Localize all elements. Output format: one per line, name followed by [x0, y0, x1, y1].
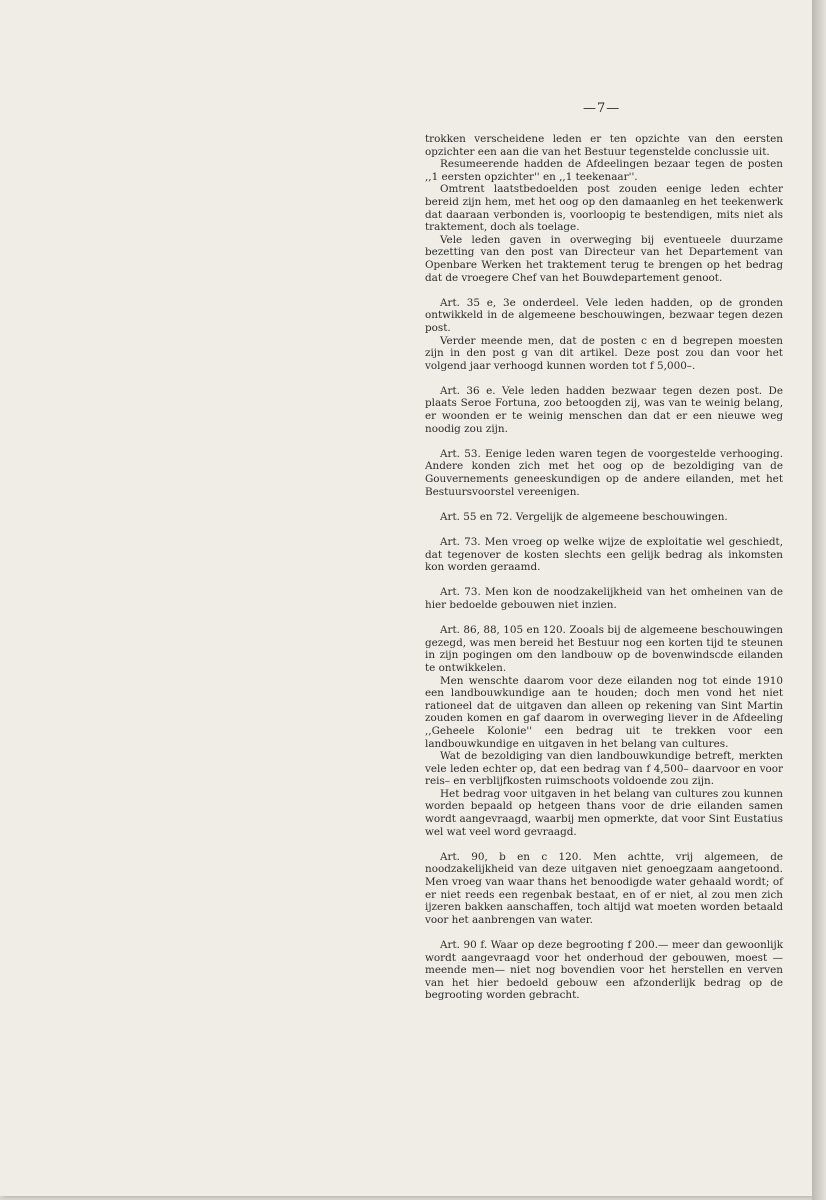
paragraph: Art. 90 f. Waar op deze begrooting f 200.— meer dan gewoonlijk wordt aangevraagd voor het onderhoud der gebouwen, moest —meende men— niet nog bovendien voor het herstellen en verven van het hier bedoeld gebouw een afzonderlijk bedrag op de begrooting worden gebracht. [425, 939, 783, 1002]
paragraph-gap [425, 926, 783, 939]
paragraph: Wat de bezoldiging van dien landbouwkundige betreft, merkten vele leden echter op, dat een bedrag van f 4,500– daarvoor en voor reis– en verblijfkosten ruimschoots voldoende zou zijn. [425, 750, 783, 788]
paragraph-gap [425, 523, 783, 536]
paragraph-gap [425, 574, 783, 587]
paragraph: Art. 86, 88, 105 en 120. Zooals bij de algemeene beschouwingen gezegd, was men bereid het Bestuur nog een korten tijd te steunen in zijn pogingen om den landbouw op de bovenwindscde eilanden te ontwikkelen. [425, 624, 783, 674]
paragraph: Art. 73. Men vroeg op welke wijze de exploitatie wel geschiedt, dat tegenover de kosten slechts een gelijk bedrag als inkomsten kon worden geraamd. [425, 536, 783, 574]
page-number: —7— [583, 101, 621, 116]
paragraph: Resumeerende hadden de Afdeelingen bezaar tegen de posten ,,1 eersten opzichter'' en ,,1 teekenaar''. [425, 158, 783, 183]
paragraph: Art. 90, b en c 120. Men achtte, vrij algemeen, de noodzakelijkheid van deze uitgaven niet genoegzaam aangetoond. Men vroeg van waar thans het benoodigde water gehaald wordt; of er niet reeds een regenbak bestaat, en of er niet, al zou men zich ijzeren bakken aanschaffen, toch altijd wat moeten worden betaald voor het aanbrengen van water. [425, 850, 783, 926]
paragraph-gap [425, 435, 783, 448]
paragraph: Men wenschte daarom voor deze eilanden nog tot einde 1910 een landbouwkundige aan te houden; doch men vond het niet rationeel dat de uitgaven dan alleen op rekening van Sint Martin zouden komen en gaf daarom in overweging liever in de Afdeeling ,,Geheele Kolonie'' een bedrag uit te trekken voor een landbouwkundige en uitgaven in het belang van cultures. [425, 674, 783, 750]
paragraph: Het bedrag voor uitgaven in het belang van cultures zou kunnen worden bepaald op hetgeen thans voor de drie eilanden samen wordt aangevraagd, waarbij men opmerkte, dat voor Sint Eustatius wel wat veel word gevraagd. [425, 787, 783, 838]
paragraph: Omtrent laatstbedoelden post zouden eenige leden echter bereid zijn hem, met het oog op den damaanleg en het teekenwerk dat daaraan verbonden is, voorloopig te bestendigen, mits niet als traktement, doch als toelage. [425, 183, 783, 234]
text-column [425, 133, 783, 1002]
paragraph: trokken verscheidene leden er ten opzichte van den eersten opzichter een aan die van het Bestuur tegenstelde conclussie uit. [425, 133, 783, 158]
paragraph: Art. 35 e, 3e onderdeel. Vele leden hadden, op de gronden ontwikkeld in de algemeene beschouwingen, bezwaar tegen dezen post. [425, 296, 783, 334]
paragraph: Art. 55 en 72. Vergelijk de algemeene beschouwingen. [440, 510, 728, 523]
paragraph: Art. 53. Eenige leden waren tegen de voorgestelde verhooging. Andere konden zich met het oog op de bezoldiging van de Gouvernements geneeskundigen op de andere eilanden, met het Bestuursvoorstel vereenigen. [425, 447, 783, 498]
paragraph: Art. 73. Men kon de noodzakelijkheid van het omheinen van de hier bedoelde gebouwen niet inzien. [425, 586, 783, 611]
paragraph-gap [425, 612, 783, 625]
paragraph-gap [425, 284, 783, 297]
paragraph: Verder meende men, dat de posten c en d begrepen moesten zijn in den post g van dit artikel. Deze post zou dan voor het volgend jaar verhoogd kunnen worden tot f 5,000–. [425, 334, 783, 372]
paragraph: Vele leden gaven in overweging bij eventueele duurzame bezetting van den post van Directeur van het Departement van Openbare Werken het traktement terug te brengen op het bedrag dat de vroegere Chef van het Bouwdepartement genoot. [425, 233, 783, 284]
paragraph-gap [425, 838, 783, 851]
page-edge [812, 0, 826, 1200]
paragraph-gap [425, 498, 783, 511]
paragraph-gap [425, 372, 783, 385]
paragraph: Art. 36 e. Vele leden hadden bezwaar tegen dezen post. De plaats Seroe Fortuna, zoo betoogden zij, was van te weinig belang, er woonden er te weinig menschen dan dat er een nieuwe weg noodig zou zijn. [425, 384, 783, 435]
